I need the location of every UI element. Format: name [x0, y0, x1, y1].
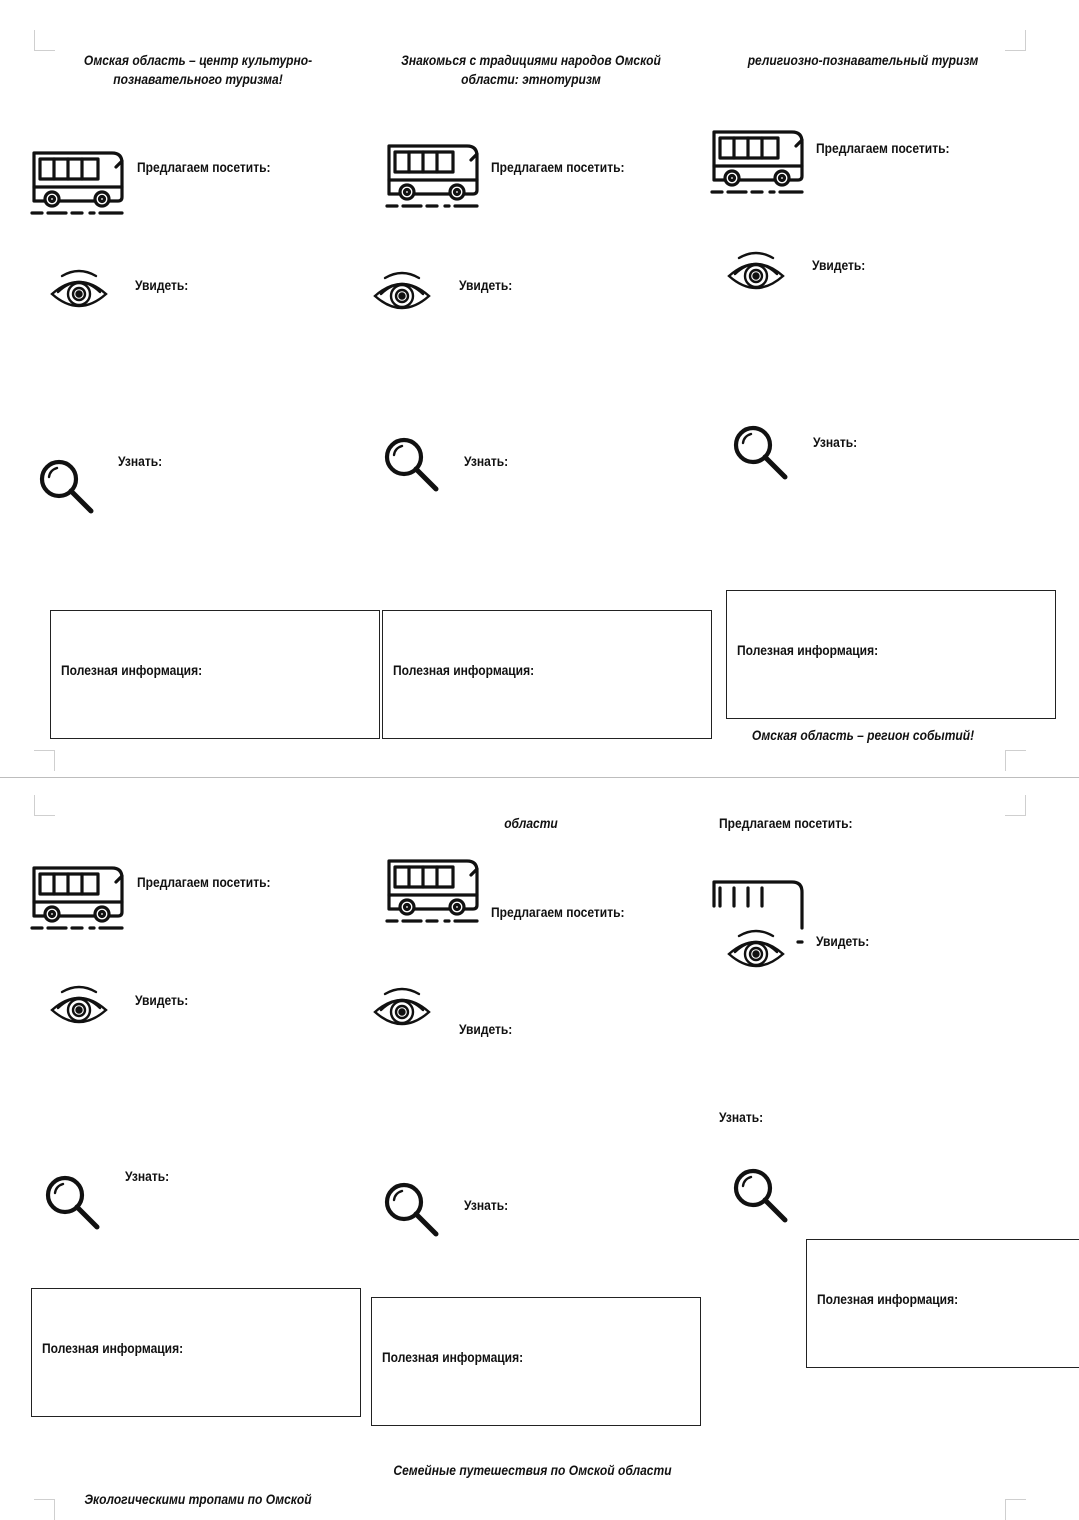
- eye-icon: [371, 986, 433, 1034]
- column-title: [60, 51, 335, 89]
- column-title: [725, 51, 1000, 70]
- column-footer: [60, 1490, 335, 1509]
- bus-icon: [30, 862, 126, 932]
- eye-icon: [725, 250, 787, 298]
- magnifier-icon: [382, 1180, 442, 1240]
- see-label: Увидеть:: [135, 992, 189, 1008]
- info-label: Полезная информация:: [393, 662, 535, 678]
- bus-icon: [710, 126, 806, 196]
- see-label: Увидеть:: [459, 277, 513, 293]
- see-label: Увидеть:: [459, 1021, 513, 1037]
- crop-mark: [34, 750, 55, 771]
- info-box: [806, 1239, 1079, 1368]
- visit-label: Предлагаем посетить:: [137, 159, 271, 175]
- crop-mark: [34, 1499, 55, 1520]
- bus-icon: [30, 147, 126, 217]
- info-box: [31, 1288, 361, 1417]
- title-text: области: [504, 815, 558, 831]
- footer-text: Омская область – регион событий!: [751, 727, 975, 743]
- eye-icon: [371, 270, 433, 318]
- info-box: [371, 1297, 701, 1426]
- info-label: Полезная информация:: [61, 662, 203, 678]
- info-label: Полезная информация:: [817, 1291, 959, 1307]
- magnifier-icon: [731, 1166, 791, 1226]
- crop-mark: [1005, 795, 1026, 816]
- title-text: Знакомься с традициями народов Омской области: этнотуризм: [401, 52, 661, 87]
- learn-label: Узнать:: [719, 1109, 764, 1125]
- magnifier-icon: [37, 457, 97, 517]
- info-box: [50, 610, 380, 739]
- info-box: [382, 610, 712, 739]
- bus-icon: [385, 855, 481, 925]
- crop-mark: [1005, 1499, 1026, 1520]
- learn-label: Узнать:: [813, 434, 858, 450]
- footer-text: Семейные путешествия по Омской области: [393, 1462, 672, 1478]
- bus-icon: [385, 140, 481, 210]
- learn-label: Узнать:: [125, 1168, 170, 1184]
- visit-label: Предлагаем посетить:: [719, 815, 853, 831]
- learn-label: Узнать:: [464, 1197, 509, 1213]
- see-label: Увидеть:: [816, 933, 870, 949]
- crop-mark: [1005, 750, 1026, 771]
- crop-mark: [1005, 30, 1026, 51]
- magnifier-icon: [731, 423, 791, 483]
- page-break: [0, 777, 1079, 778]
- visit-label: Предлагаем посетить:: [816, 140, 950, 156]
- info-label: Полезная информация:: [382, 1349, 524, 1365]
- column-title: [393, 51, 668, 89]
- eye-icon: [48, 984, 110, 1032]
- column-footer: [725, 726, 1000, 745]
- visit-label: Предлагаем посетить:: [491, 159, 625, 175]
- visit-label: Предлагаем посетить:: [491, 904, 625, 920]
- eye-icon: [725, 928, 787, 976]
- info-label: Полезная информация:: [42, 1340, 184, 1356]
- learn-label: Узнать:: [118, 453, 163, 469]
- magnifier-icon: [382, 435, 442, 495]
- title-text: религиозно-познавательный туризм: [747, 52, 979, 68]
- info-box: [726, 590, 1056, 719]
- column-footer: [393, 1461, 672, 1480]
- see-label: Увидеть:: [812, 257, 866, 273]
- title-text: Омская область – центр культурно- познавательного туризма!: [83, 52, 313, 87]
- magnifier-icon: [43, 1173, 103, 1233]
- see-label: Увидеть:: [135, 277, 189, 293]
- footer-text: Экологическими тропами по Омской: [84, 1491, 312, 1507]
- eye-icon: [48, 268, 110, 316]
- crop-mark: [34, 30, 55, 51]
- visit-label: Предлагаем посетить:: [137, 874, 271, 890]
- crop-mark: [34, 795, 55, 816]
- column-title: [393, 814, 668, 833]
- info-label: Полезная информация:: [737, 642, 879, 658]
- learn-label: Узнать:: [464, 453, 509, 469]
